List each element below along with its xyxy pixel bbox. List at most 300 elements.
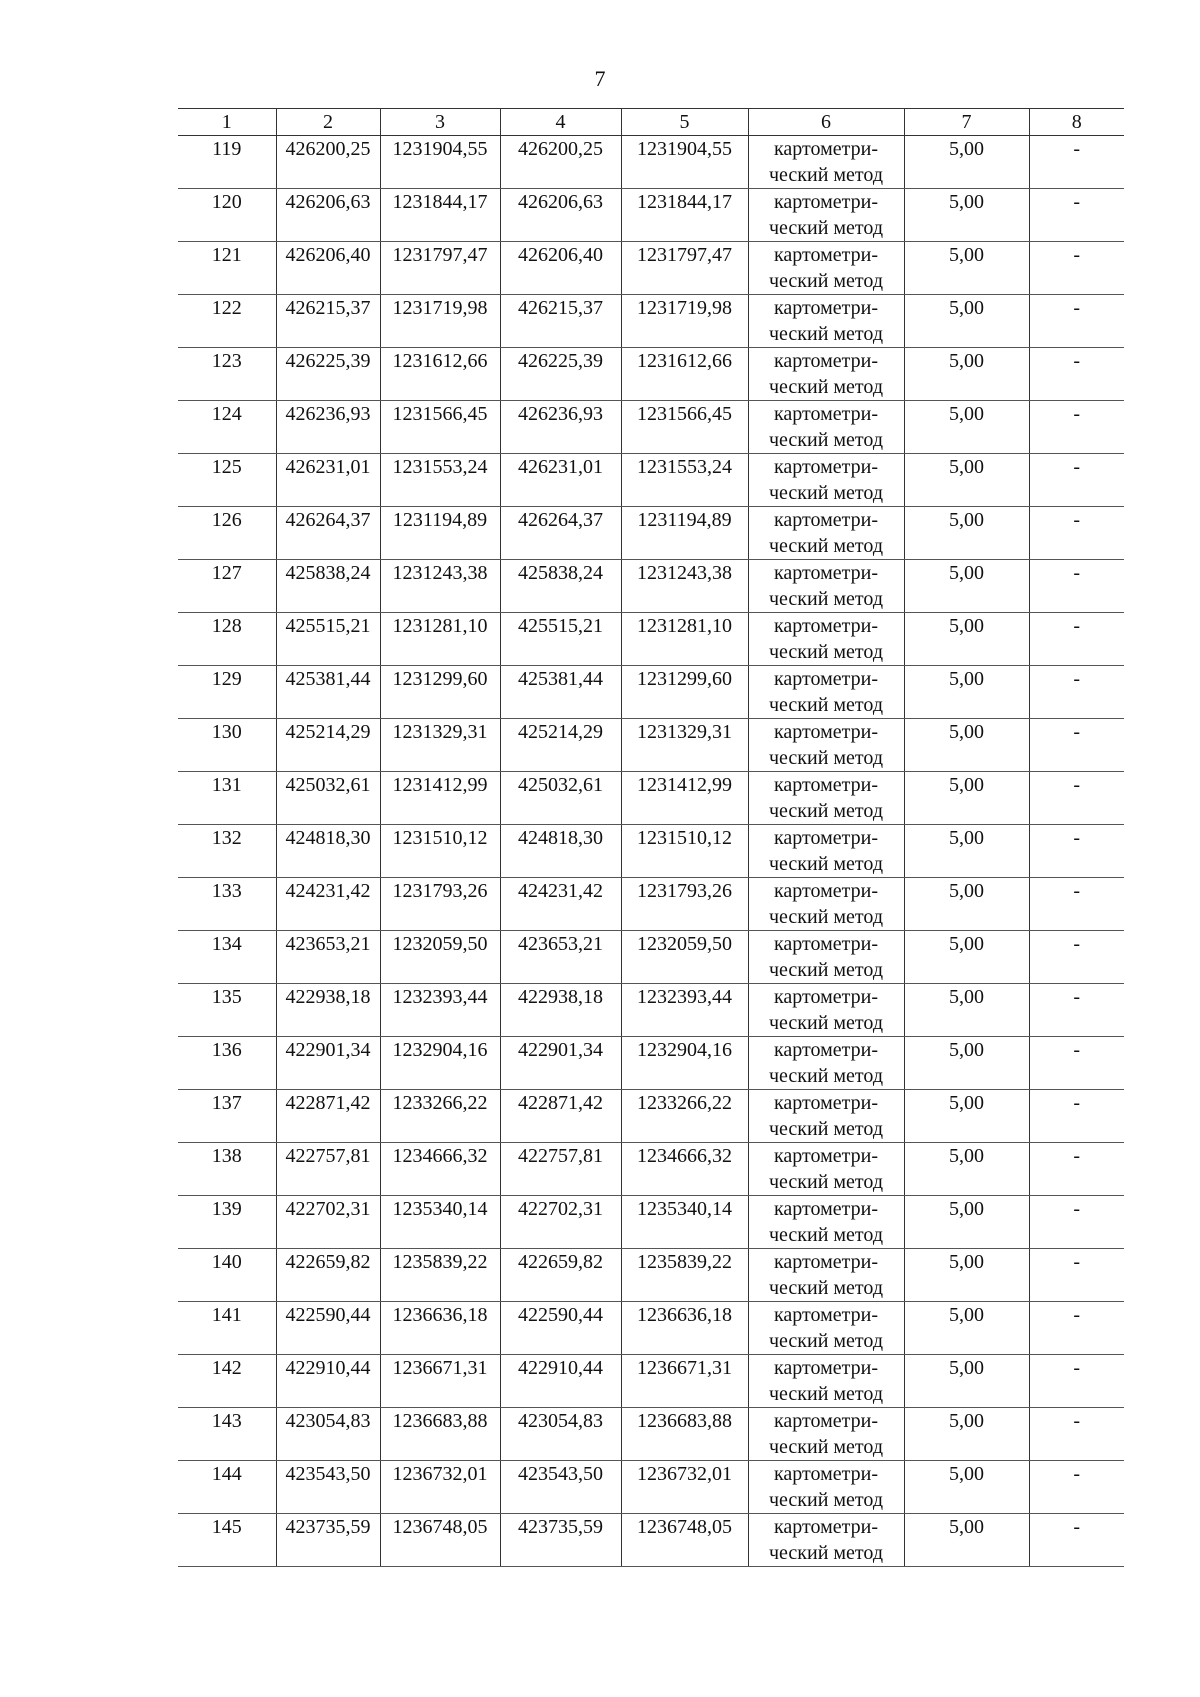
note-cell: - — [1029, 1037, 1124, 1090]
method-line-1: картометри- — [773, 1304, 878, 1326]
accuracy-cell: 5,00 — [904, 189, 1029, 242]
y-coord-2-cell: 1236732,01 — [621, 1461, 748, 1514]
table-row — [178, 1037, 1124, 1090]
y-coord-2-cell: 1231612,66 — [621, 348, 748, 401]
y-coord-cell: 1231566,45 — [380, 401, 500, 454]
method-line-1: картометри- — [773, 668, 878, 690]
table-row — [178, 1408, 1124, 1461]
accuracy-cell: 5,00 — [904, 825, 1029, 878]
x-coord-2-cell: 426231,01 — [500, 454, 621, 507]
y-coord-2-cell: 1233266,22 — [621, 1090, 748, 1143]
y-coord-cell: 1232393,44 — [380, 984, 500, 1037]
accuracy-cell: 5,00 — [904, 1302, 1029, 1355]
note-cell: - — [1029, 1249, 1124, 1302]
table-row — [178, 984, 1124, 1037]
method-line-2: ческий метод — [768, 323, 884, 345]
method-line-2: ческий метод — [768, 1489, 884, 1511]
point-number-cell: 126 — [178, 507, 276, 560]
method-line-1: картометри- — [773, 933, 878, 955]
accuracy-cell: 5,00 — [904, 242, 1029, 295]
x-coord-2-cell: 426225,39 — [500, 348, 621, 401]
method-line-1: картометри- — [773, 1198, 878, 1220]
x-coord-2-cell: 426264,37 — [500, 507, 621, 560]
x-coord-cell: 422659,82 — [276, 1249, 380, 1302]
method-cell — [748, 1408, 904, 1461]
accuracy-cell: 5,00 — [904, 878, 1029, 931]
x-coord-cell: 422590,44 — [276, 1302, 380, 1355]
point-number-cell: 138 — [178, 1143, 276, 1196]
note-cell: - — [1029, 295, 1124, 348]
table-row — [178, 560, 1124, 613]
point-number-cell: 130 — [178, 719, 276, 772]
y-coord-cell: 1233266,22 — [380, 1090, 500, 1143]
x-coord-2-cell: 424818,30 — [500, 825, 621, 878]
x-coord-2-cell: 425381,44 — [500, 666, 621, 719]
y-coord-2-cell: 1232904,16 — [621, 1037, 748, 1090]
note-cell: - — [1029, 613, 1124, 666]
x-coord-cell: 422938,18 — [276, 984, 380, 1037]
point-number-cell: 121 — [178, 242, 276, 295]
method-line-1: картометри- — [773, 244, 878, 266]
method-line-1: картометри- — [773, 1092, 878, 1114]
method-cell — [748, 295, 904, 348]
y-coord-cell: 1231281,10 — [380, 613, 500, 666]
table-row — [178, 401, 1124, 454]
header-cell-5: 5 — [621, 109, 748, 136]
accuracy-cell: 5,00 — [904, 719, 1029, 772]
y-coord-2-cell: 1231299,60 — [621, 666, 748, 719]
accuracy-cell: 5,00 — [904, 348, 1029, 401]
accuracy-cell: 5,00 — [904, 401, 1029, 454]
x-coord-2-cell: 422702,31 — [500, 1196, 621, 1249]
table-row — [178, 189, 1124, 242]
table-row — [178, 242, 1124, 295]
method-line-2: ческий метод — [768, 588, 884, 610]
note-cell: - — [1029, 666, 1124, 719]
point-number-cell: 140 — [178, 1249, 276, 1302]
y-coord-2-cell: 1235839,22 — [621, 1249, 748, 1302]
method-cell — [748, 1037, 904, 1090]
accuracy-cell: 5,00 — [904, 1249, 1029, 1302]
table-header — [178, 109, 1124, 136]
point-number-cell: 125 — [178, 454, 276, 507]
x-coord-2-cell: 422757,81 — [500, 1143, 621, 1196]
method-cell — [748, 1514, 904, 1567]
header-cell-3: 3 — [380, 109, 500, 136]
table-row — [178, 878, 1124, 931]
note-cell: - — [1029, 1090, 1124, 1143]
y-coord-cell: 1235839,22 — [380, 1249, 500, 1302]
y-coord-2-cell: 1236748,05 — [621, 1514, 748, 1567]
method-line-1: картометри- — [773, 297, 878, 319]
y-coord-cell: 1231299,60 — [380, 666, 500, 719]
method-cell — [748, 560, 904, 613]
x-coord-2-cell: 426200,25 — [500, 136, 621, 189]
x-coord-2-cell: 422871,42 — [500, 1090, 621, 1143]
accuracy-cell: 5,00 — [904, 507, 1029, 560]
note-cell: - — [1029, 454, 1124, 507]
x-coord-2-cell: 425515,21 — [500, 613, 621, 666]
method-cell — [748, 1196, 904, 1249]
x-coord-2-cell: 425214,29 — [500, 719, 621, 772]
method-line-1: картометри- — [773, 986, 878, 1008]
method-line-1: картометри- — [773, 403, 878, 425]
method-line-1: картометри- — [773, 615, 878, 637]
y-coord-2-cell: 1231510,12 — [621, 825, 748, 878]
x-coord-cell: 422757,81 — [276, 1143, 380, 1196]
point-number-cell: 122 — [178, 295, 276, 348]
point-number-cell: 127 — [178, 560, 276, 613]
table-row — [178, 295, 1124, 348]
accuracy-cell: 5,00 — [904, 666, 1029, 719]
method-line-2: ческий метод — [768, 1118, 884, 1140]
point-number-cell: 131 — [178, 772, 276, 825]
y-coord-2-cell: 1236636,18 — [621, 1302, 748, 1355]
y-coord-2-cell: 1234666,32 — [621, 1143, 748, 1196]
point-number-cell: 129 — [178, 666, 276, 719]
y-coord-cell: 1231904,55 — [380, 136, 500, 189]
x-coord-2-cell: 425838,24 — [500, 560, 621, 613]
method-line-2: ческий метод — [768, 164, 884, 186]
point-number-cell: 128 — [178, 613, 276, 666]
method-cell — [748, 1143, 904, 1196]
note-cell: - — [1029, 1196, 1124, 1249]
note-cell: - — [1029, 1143, 1124, 1196]
method-cell — [748, 1355, 904, 1408]
accuracy-cell: 5,00 — [904, 1408, 1029, 1461]
x-coord-2-cell: 422659,82 — [500, 1249, 621, 1302]
accuracy-cell: 5,00 — [904, 454, 1029, 507]
x-coord-cell: 425838,24 — [276, 560, 380, 613]
point-number-cell: 141 — [178, 1302, 276, 1355]
y-coord-cell: 1236671,31 — [380, 1355, 500, 1408]
method-line-1: картометри- — [773, 562, 878, 584]
x-coord-cell: 426215,37 — [276, 295, 380, 348]
y-coord-2-cell: 1232393,44 — [621, 984, 748, 1037]
x-coord-2-cell: 422910,44 — [500, 1355, 621, 1408]
y-coord-cell: 1236683,88 — [380, 1408, 500, 1461]
note-cell: - — [1029, 931, 1124, 984]
y-coord-cell: 1231412,99 — [380, 772, 500, 825]
header-cell-7: 7 — [904, 109, 1029, 136]
note-cell: - — [1029, 401, 1124, 454]
point-number-cell: 133 — [178, 878, 276, 931]
x-coord-2-cell: 422938,18 — [500, 984, 621, 1037]
x-coord-cell: 426200,25 — [276, 136, 380, 189]
note-cell: - — [1029, 1461, 1124, 1514]
method-line-1: картометри- — [773, 1516, 878, 1538]
y-coord-2-cell: 1235340,14 — [621, 1196, 748, 1249]
note-cell: - — [1029, 1302, 1124, 1355]
method-line-1: картометри- — [773, 509, 878, 531]
point-number-cell: 139 — [178, 1196, 276, 1249]
accuracy-cell: 5,00 — [904, 1037, 1029, 1090]
method-line-1: картометри- — [773, 774, 878, 796]
point-number-cell: 137 — [178, 1090, 276, 1143]
page-number: 7 — [594, 66, 606, 91]
x-coord-cell: 425032,61 — [276, 772, 380, 825]
method-line-1: картометри- — [773, 456, 878, 478]
point-number-cell: 144 — [178, 1461, 276, 1514]
y-coord-cell: 1235340,14 — [380, 1196, 500, 1249]
coordinates-table — [178, 108, 1124, 1567]
table-body — [178, 136, 1124, 1567]
method-line-1: картометри- — [773, 721, 878, 743]
method-line-2: ческий метод — [768, 800, 884, 822]
y-coord-cell: 1236732,01 — [380, 1461, 500, 1514]
method-line-2: ческий метод — [768, 1224, 884, 1246]
y-coord-2-cell: 1231243,38 — [621, 560, 748, 613]
method-line-1: картометри- — [773, 880, 878, 902]
table-row — [178, 1302, 1124, 1355]
x-coord-cell: 422702,31 — [276, 1196, 380, 1249]
table-row — [178, 507, 1124, 560]
method-line-2: ческий метод — [768, 1383, 884, 1405]
y-coord-cell: 1231329,31 — [380, 719, 500, 772]
x-coord-cell: 426264,37 — [276, 507, 380, 560]
point-number-cell: 123 — [178, 348, 276, 401]
x-coord-cell: 423735,59 — [276, 1514, 380, 1567]
method-line-1: картометри- — [773, 1039, 878, 1061]
x-coord-2-cell: 422590,44 — [500, 1302, 621, 1355]
note-cell: - — [1029, 242, 1124, 295]
y-coord-2-cell: 1236671,31 — [621, 1355, 748, 1408]
point-number-cell: 124 — [178, 401, 276, 454]
method-cell — [748, 242, 904, 295]
y-coord-2-cell: 1231329,31 — [621, 719, 748, 772]
method-line-1: картометри- — [773, 827, 878, 849]
table-row — [178, 1196, 1124, 1249]
x-coord-2-cell: 424231,42 — [500, 878, 621, 931]
x-coord-2-cell: 426215,37 — [500, 295, 621, 348]
y-coord-2-cell: 1231194,89 — [621, 507, 748, 560]
method-line-2: ческий метод — [768, 694, 884, 716]
table-row — [178, 719, 1124, 772]
method-cell — [748, 136, 904, 189]
method-cell — [748, 666, 904, 719]
method-cell — [748, 613, 904, 666]
y-coord-cell: 1236748,05 — [380, 1514, 500, 1567]
point-number-cell: 143 — [178, 1408, 276, 1461]
note-cell: - — [1029, 719, 1124, 772]
table-row — [178, 931, 1124, 984]
coordinates-table-container — [178, 108, 1124, 1567]
header-cell-4: 4 — [500, 109, 621, 136]
note-cell: - — [1029, 1355, 1124, 1408]
y-coord-cell: 1231243,38 — [380, 560, 500, 613]
point-number-cell: 135 — [178, 984, 276, 1037]
note-cell: - — [1029, 560, 1124, 613]
y-coord-cell: 1231844,17 — [380, 189, 500, 242]
y-coord-cell: 1231510,12 — [380, 825, 500, 878]
x-coord-cell: 426236,93 — [276, 401, 380, 454]
method-cell — [748, 401, 904, 454]
y-coord-2-cell: 1232059,50 — [621, 931, 748, 984]
method-cell — [748, 984, 904, 1037]
table-row — [178, 1249, 1124, 1302]
x-coord-cell: 422901,34 — [276, 1037, 380, 1090]
point-number-cell: 132 — [178, 825, 276, 878]
x-coord-cell: 426206,63 — [276, 189, 380, 242]
x-coord-2-cell: 426206,40 — [500, 242, 621, 295]
header-row — [178, 109, 1124, 136]
y-coord-2-cell: 1231412,99 — [621, 772, 748, 825]
method-cell — [748, 1302, 904, 1355]
method-line-1: картометри- — [773, 138, 878, 160]
accuracy-cell: 5,00 — [904, 560, 1029, 613]
method-cell — [748, 1090, 904, 1143]
method-line-1: картометри- — [773, 1251, 878, 1273]
table-row — [178, 825, 1124, 878]
method-line-2: ческий метод — [768, 853, 884, 875]
y-coord-2-cell: 1231904,55 — [621, 136, 748, 189]
y-coord-2-cell: 1231793,26 — [621, 878, 748, 931]
x-coord-2-cell: 423543,50 — [500, 1461, 621, 1514]
note-cell: - — [1029, 507, 1124, 560]
method-cell — [748, 189, 904, 242]
x-coord-cell: 425515,21 — [276, 613, 380, 666]
note-cell: - — [1029, 984, 1124, 1037]
point-number-cell: 119 — [178, 136, 276, 189]
method-cell — [748, 772, 904, 825]
y-coord-2-cell: 1236683,88 — [621, 1408, 748, 1461]
accuracy-cell: 5,00 — [904, 1143, 1029, 1196]
x-coord-2-cell: 426236,93 — [500, 401, 621, 454]
y-coord-cell: 1231797,47 — [380, 242, 500, 295]
method-line-2: ческий метод — [768, 1330, 884, 1352]
x-coord-2-cell: 426206,63 — [500, 189, 621, 242]
method-line-1: картометри- — [773, 350, 878, 372]
x-coord-cell: 424231,42 — [276, 878, 380, 931]
x-coord-cell: 426231,01 — [276, 454, 380, 507]
x-coord-cell: 423054,83 — [276, 1408, 380, 1461]
y-coord-cell: 1234666,32 — [380, 1143, 500, 1196]
method-line-2: ческий метод — [768, 747, 884, 769]
note-cell: - — [1029, 1408, 1124, 1461]
accuracy-cell: 5,00 — [904, 931, 1029, 984]
y-coord-2-cell: 1231844,17 — [621, 189, 748, 242]
x-coord-cell: 425214,29 — [276, 719, 380, 772]
table-row — [178, 613, 1124, 666]
y-coord-cell: 1231194,89 — [380, 507, 500, 560]
x-coord-2-cell: 425032,61 — [500, 772, 621, 825]
method-line-2: ческий метод — [768, 1065, 884, 1087]
y-coord-2-cell: 1231797,47 — [621, 242, 748, 295]
note-cell: - — [1029, 825, 1124, 878]
method-line-2: ческий метод — [768, 1012, 884, 1034]
accuracy-cell: 5,00 — [904, 136, 1029, 189]
accuracy-cell: 5,00 — [904, 1090, 1029, 1143]
y-coord-cell: 1232904,16 — [380, 1037, 500, 1090]
table-row — [178, 772, 1124, 825]
point-number-cell: 136 — [178, 1037, 276, 1090]
method-cell — [748, 348, 904, 401]
y-coord-cell: 1231612,66 — [380, 348, 500, 401]
x-coord-cell: 426206,40 — [276, 242, 380, 295]
y-coord-2-cell: 1231553,24 — [621, 454, 748, 507]
accuracy-cell: 5,00 — [904, 1355, 1029, 1408]
accuracy-cell: 5,00 — [904, 1196, 1029, 1249]
method-cell — [748, 1461, 904, 1514]
method-line-2: ческий метод — [768, 906, 884, 928]
accuracy-cell: 5,00 — [904, 1461, 1029, 1514]
header-cell-6: 6 — [748, 109, 904, 136]
y-coord-cell: 1231719,98 — [380, 295, 500, 348]
method-line-1: картометри- — [773, 1463, 878, 1485]
header-cell-1: 1 — [178, 109, 276, 136]
x-coord-2-cell: 422901,34 — [500, 1037, 621, 1090]
table-row — [178, 1514, 1124, 1567]
method-cell — [748, 1249, 904, 1302]
method-line-2: ческий метод — [768, 482, 884, 504]
method-cell — [748, 507, 904, 560]
x-coord-2-cell: 423054,83 — [500, 1408, 621, 1461]
y-coord-2-cell: 1231281,10 — [621, 613, 748, 666]
method-cell — [748, 719, 904, 772]
accuracy-cell: 5,00 — [904, 613, 1029, 666]
point-number-cell: 134 — [178, 931, 276, 984]
table-row — [178, 1461, 1124, 1514]
x-coord-cell: 423653,21 — [276, 931, 380, 984]
method-line-2: ческий метод — [768, 429, 884, 451]
accuracy-cell: 5,00 — [904, 295, 1029, 348]
y-coord-cell: 1232059,50 — [380, 931, 500, 984]
x-coord-2-cell: 423653,21 — [500, 931, 621, 984]
x-coord-cell: 424818,30 — [276, 825, 380, 878]
method-line-1: картометри- — [773, 1357, 878, 1379]
method-line-1: картометри- — [773, 1145, 878, 1167]
table-row — [178, 1355, 1124, 1408]
y-coord-cell: 1231553,24 — [380, 454, 500, 507]
method-line-2: ческий метод — [768, 217, 884, 239]
note-cell: - — [1029, 1514, 1124, 1567]
point-number-cell: 120 — [178, 189, 276, 242]
accuracy-cell: 5,00 — [904, 772, 1029, 825]
method-line-2: ческий метод — [768, 376, 884, 398]
x-coord-cell: 425381,44 — [276, 666, 380, 719]
method-line-1: картометри- — [773, 1410, 878, 1432]
method-line-2: ческий метод — [768, 1277, 884, 1299]
method-line-1: картометри- — [773, 191, 878, 213]
note-cell: - — [1029, 772, 1124, 825]
y-coord-2-cell: 1231719,98 — [621, 295, 748, 348]
header-cell-8: 8 — [1029, 109, 1124, 136]
method-line-2: ческий метод — [768, 641, 884, 663]
table-row — [178, 666, 1124, 719]
y-coord-cell: 1236636,18 — [380, 1302, 500, 1355]
y-coord-cell: 1231793,26 — [380, 878, 500, 931]
header-cell-2: 2 — [276, 109, 380, 136]
x-coord-cell: 423543,50 — [276, 1461, 380, 1514]
x-coord-cell: 426225,39 — [276, 348, 380, 401]
method-cell — [748, 454, 904, 507]
table-row — [178, 136, 1124, 189]
note-cell: - — [1029, 136, 1124, 189]
method-line-2: ческий метод — [768, 959, 884, 981]
point-number-cell: 142 — [178, 1355, 276, 1408]
x-coord-cell: 422910,44 — [276, 1355, 380, 1408]
x-coord-cell: 422871,42 — [276, 1090, 380, 1143]
note-cell: - — [1029, 878, 1124, 931]
table-row — [178, 1143, 1124, 1196]
note-cell: - — [1029, 189, 1124, 242]
method-cell — [748, 825, 904, 878]
method-line-2: ческий метод — [768, 1542, 884, 1564]
method-line-2: ческий метод — [768, 1171, 884, 1193]
point-number-cell: 145 — [178, 1514, 276, 1567]
method-cell — [748, 931, 904, 984]
note-cell: - — [1029, 348, 1124, 401]
